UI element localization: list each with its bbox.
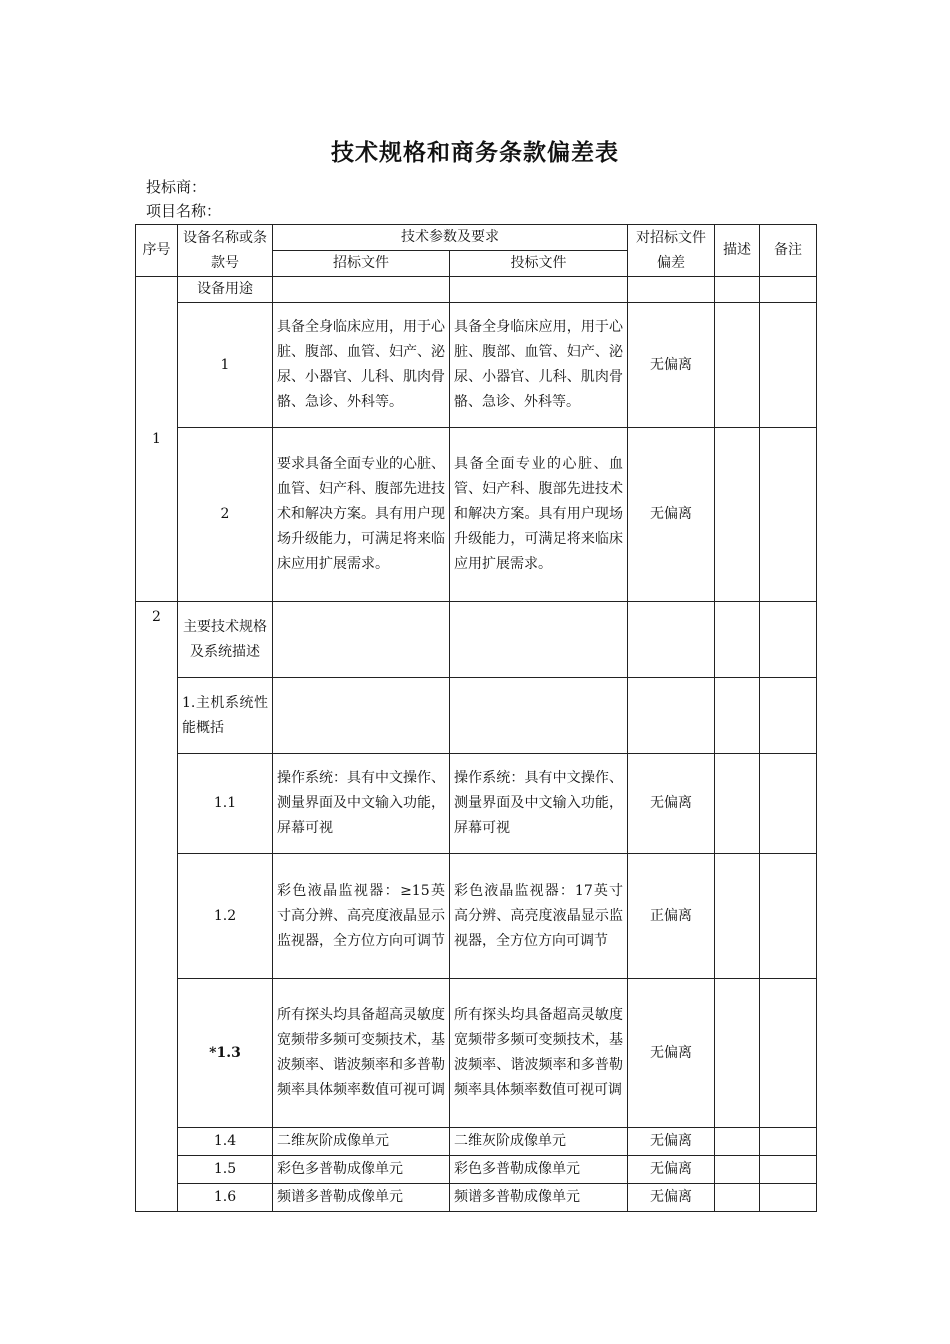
tender-requirement: 彩色液晶监视器：≥15英寸高分辨、高亮度液晶显示监视器，全方位方向可调节: [273, 854, 450, 979]
clause-number: 1.2: [178, 854, 273, 979]
table-row: [136, 754, 817, 854]
table-row: [136, 1184, 817, 1212]
bid-response: 具备全身临床应用，用于心脏、腹部、血管、妇产、泌尿、小器官、儿科、肌肉骨骼、急诊、外科等。: [450, 303, 628, 428]
header-notes: 备注: [760, 225, 817, 277]
tender-requirement: 具备全身临床应用，用于心脏、腹部、血管、妇产、泌尿、小器官、儿科、肌肉骨骼、急诊、外科等。: [273, 303, 450, 428]
section-seq: 1: [136, 277, 178, 602]
header-description: 描述: [715, 225, 760, 277]
bid-response: 具备全面专业的心脏、血管、妇产科、腹部先进技术和解决方案。具有用户现场升级能力，可满足将来临床应用扩展需求。: [450, 428, 628, 602]
section-label: 主要技术规格及系统描述: [178, 602, 273, 678]
table-row: [136, 854, 817, 979]
tender-requirement: 彩色多普勒成像单元: [273, 1156, 450, 1184]
tender-requirement: 频谱多普勒成像单元: [273, 1184, 450, 1212]
header-bid-doc: 投标文件: [450, 251, 628, 277]
bid-response: 彩色液晶监视器：17英寸高分辨、高亮度液晶显示监视器，全方位方向可调节: [450, 854, 628, 979]
table-row: [136, 303, 817, 428]
clause-number: 1.6: [178, 1184, 273, 1212]
deviation-value: 无偏离: [628, 1128, 715, 1156]
project-name-label: 项目名称：: [146, 202, 222, 220]
tender-requirement: 所有探头均具备超高灵敏度宽频带多频可变频技术，基波频率、谐波频率和多普勒频率具体频率数值可视可调: [273, 979, 450, 1128]
clause-number: 1.1: [178, 754, 273, 854]
tender-requirement: 操作系统：具有中文操作、测量界面及中文输入功能，屏幕可视: [273, 754, 450, 854]
tender-requirement: 要求具备全面专业的心脏、血管、妇产科、腹部先进技术和解决方案。具有用户现场升级能力，可满足将来临床应用扩展需求。: [273, 428, 450, 602]
bidder-label: 投标商：: [146, 178, 207, 196]
deviation-value: 无偏离: [628, 1184, 715, 1212]
deviation-value: 无偏离: [628, 754, 715, 854]
bid-response: 二维灰阶成像单元: [450, 1128, 628, 1156]
deviation-value: 无偏离: [628, 428, 715, 602]
tender-requirement: 二维灰阶成像单元: [273, 1128, 450, 1156]
bid-response: 频谱多普勒成像单元: [450, 1184, 628, 1212]
header-deviation: 对招标文件偏差: [628, 225, 715, 277]
subsection-label: 1.主机系统性能概括: [178, 678, 273, 754]
deviation-value: 无偏离: [628, 303, 715, 428]
clause-number: 1.4: [178, 1128, 273, 1156]
table-row: [136, 1128, 817, 1156]
deviation-value: 无偏离: [628, 1156, 715, 1184]
deviation-table: [135, 224, 817, 1212]
header-tender-doc: 招标文件: [273, 251, 450, 277]
header-tech-params: 技术参数及要求: [273, 225, 628, 251]
table-row: [136, 1156, 817, 1184]
deviation-value: 正偏离: [628, 854, 715, 979]
bid-response: 操作系统：具有中文操作、测量界面及中文输入功能，屏幕可视: [450, 754, 628, 854]
section-label: 设备用途: [178, 277, 273, 303]
header-seq: 序号: [136, 225, 178, 277]
section-seq: 2: [136, 602, 178, 1212]
table-row: [136, 979, 817, 1128]
document-title: 技术规格和商务条款偏差表: [331, 140, 619, 166]
clause-number: 1.5: [178, 1156, 273, 1184]
clause-number: 2: [178, 428, 273, 602]
table-row: [136, 428, 817, 602]
bid-response: 所有探头均具备超高灵敏度宽频带多频可变频技术，基波频率、谐波频率和多普勒频率具体频率数值可视可调: [450, 979, 628, 1128]
deviation-value: 无偏离: [628, 979, 715, 1128]
bid-response: 彩色多普勒成像单元: [450, 1156, 628, 1184]
clause-number: 1: [178, 303, 273, 428]
clause-number: *1.3: [178, 979, 273, 1128]
header-item: 设备名称或条款号: [178, 225, 273, 277]
